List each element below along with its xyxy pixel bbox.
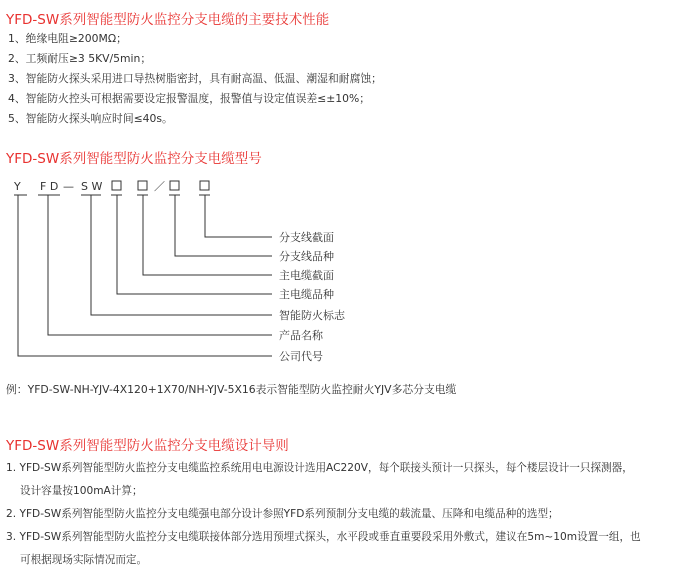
code-box-branch-section (200, 181, 209, 190)
guide-item-1: 1. YFD-SW系列智能型防火监控分支电缆监控系统用电电源设计选用AC220V，每个联接头预计一只探头，每个楼层设计一只探测器， (6, 462, 633, 474)
performance-item-3: 3、智能防火探头采用进口导热树脂密封，具有耐高温、低温、潮湿和耐腐蚀； (8, 72, 382, 85)
guide-item-1-cont: 设计容量按100mA计算； (20, 485, 143, 497)
guide-item-3-cont: 可根据现场实际情况而定。 (20, 554, 148, 566)
guide-item-2: 2. YFD-SW系列智能型防火监控分支电缆强电部分设计参照YFD系列预制分支电缆的载流量、压降和电缆品种的选型； (6, 508, 559, 520)
label-product-name: 产品名称 (279, 329, 323, 342)
code-slash: ／ (154, 180, 165, 193)
section-title-model: YFD-SW系列智能型防火监控分支电缆型号 (6, 151, 262, 167)
performance-item-4: 4、智能防火控头可根据需要设定报警温度，报警值与设定值误差≤±10%； (8, 92, 371, 105)
label-fire-flag: 智能防火标志 (279, 309, 345, 322)
performance-item-1: 1、绝缘电阻≥200MΩ； (8, 32, 127, 45)
label-main-type: 主电缆品种 (279, 288, 334, 301)
guide-item-3: 3. YFD-SW系列智能型防火监控分支电缆联接体部分选用预埋式探头，水平段或垂直重要段采用外敷式，建议在5m~10m设置一组，也 (6, 531, 641, 543)
code-dash: — (63, 180, 74, 193)
model-code-diagram (0, 170, 699, 365)
label-branch-section: 分支线截面 (279, 231, 334, 244)
code-box-main-section (138, 181, 147, 190)
code-box-main-type (112, 181, 121, 190)
section-title-performance: YFD-SW系列智能型防火监控分支电缆的主要技术性能 (6, 12, 330, 28)
connector-product-name (48, 195, 272, 335)
connector-branch-type (175, 195, 272, 256)
connector-branch-section (205, 195, 272, 237)
performance-item-2: 2、工频耐压≥3 5KV/5min； (8, 52, 152, 65)
label-company-code: 公司代号 (279, 350, 323, 363)
code-sw: S W (81, 180, 103, 193)
connector-main-section (143, 195, 272, 275)
code-box-branch-type (170, 181, 179, 190)
label-branch-type: 分支线品种 (279, 250, 334, 263)
connector-main-type (117, 195, 272, 294)
label-main-section: 主电缆截面 (279, 269, 334, 282)
model-example: 例：YFD-SW-NH-YJV-4X120+1X70/NH-YJV-5X16表示智能型防火监控耐火YJV多芯分支电缆 (6, 383, 457, 396)
connector-fire-flag (91, 195, 272, 315)
section-title-design-guide: YFD-SW系列智能型防火监控分支电缆设计导则 (6, 438, 289, 454)
code-fd: F D (40, 180, 59, 193)
performance-item-5: 5、智能防火探头响应时间≤40s。 (8, 112, 173, 125)
code-y: Y (14, 180, 21, 193)
